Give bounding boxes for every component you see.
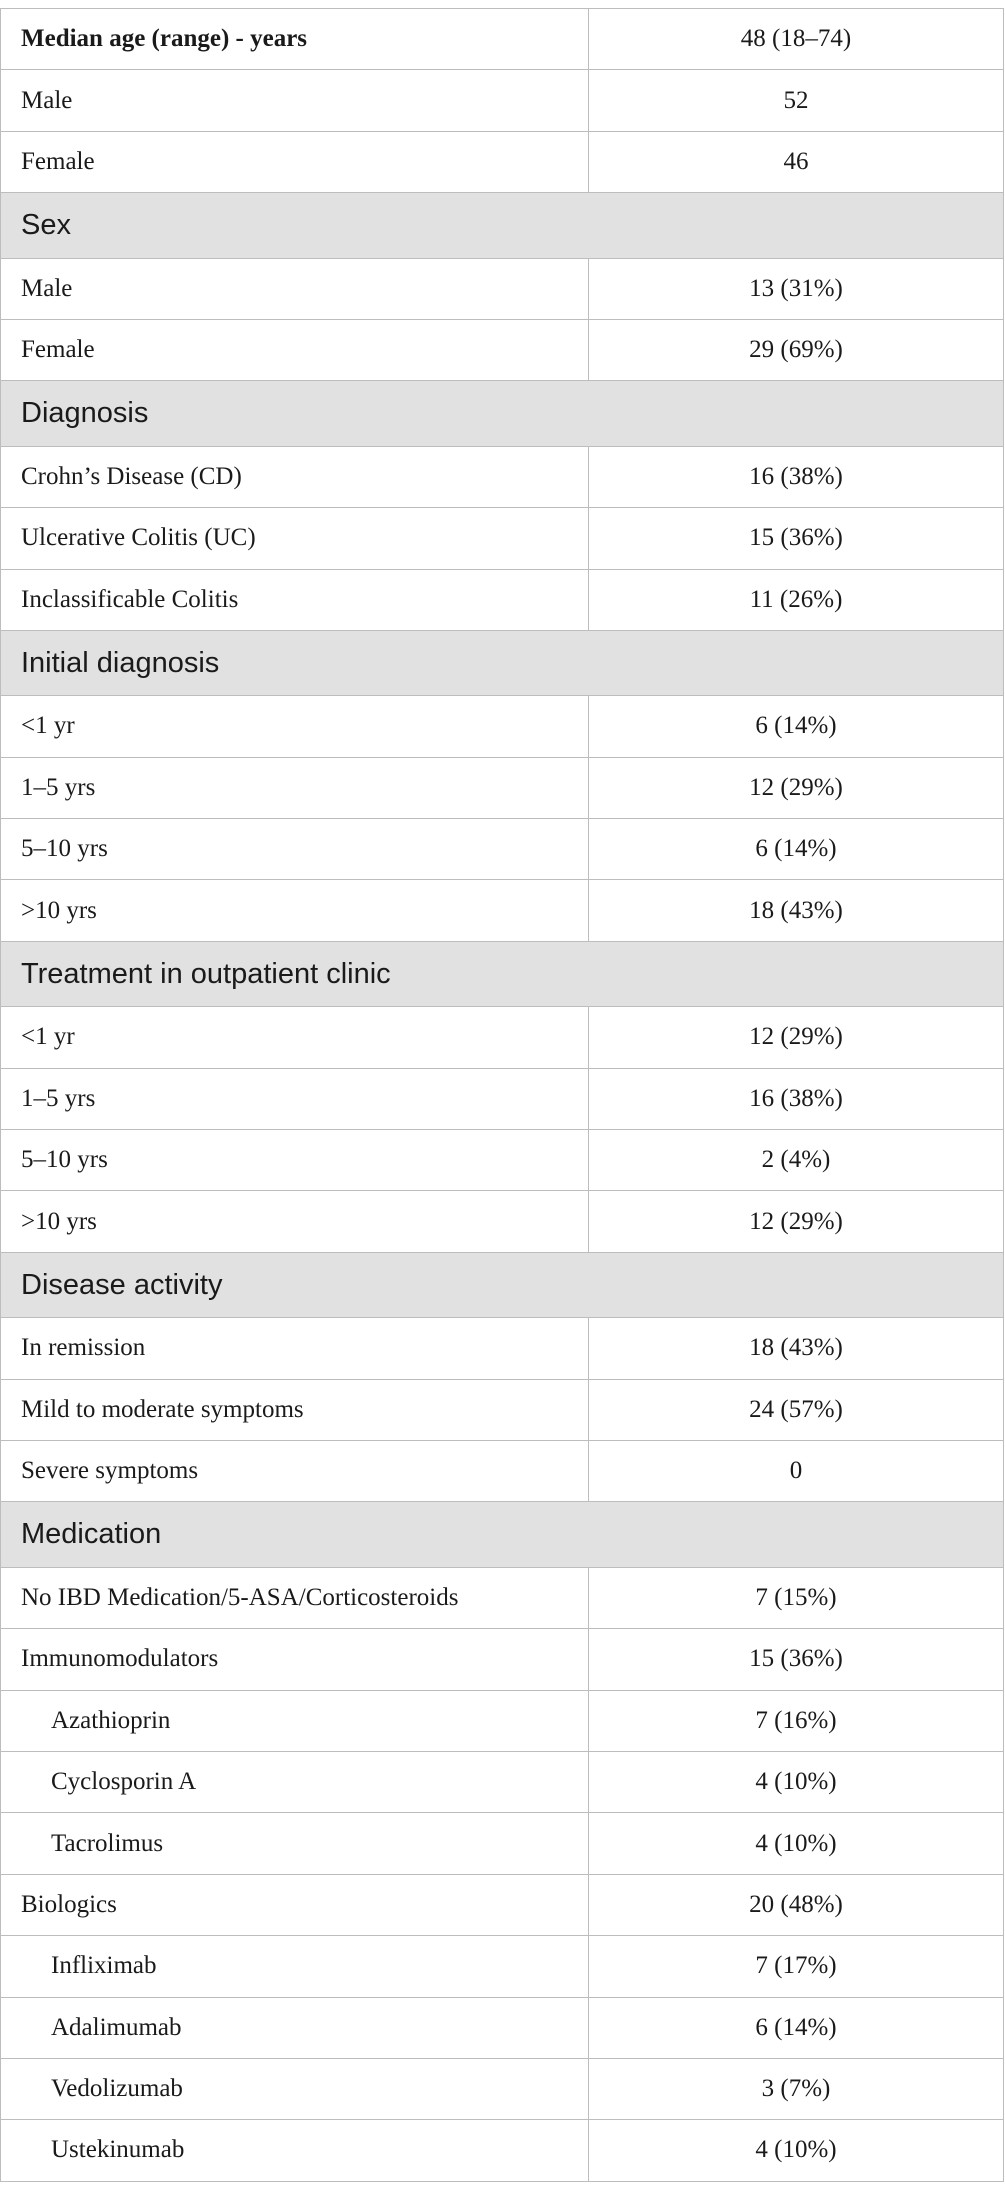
row-label: Adalimumab (1, 1997, 589, 2058)
row-label: Cyclosporin A (1, 1751, 589, 1812)
table-row (1, 131, 1004, 192)
row-label: 1–5 yrs (1, 757, 589, 818)
table-row (1, 1813, 1004, 1874)
section-header-label: Sex (1, 193, 1004, 258)
table-row (1, 1690, 1004, 1751)
row-value: 12 (29%) (589, 1191, 1004, 1252)
row-value: 16 (38%) (589, 1068, 1004, 1129)
row-value: 18 (43%) (589, 880, 1004, 941)
table-row (1, 1936, 1004, 1997)
row-label: Median age (range) - years (1, 9, 589, 70)
row-value: 16 (38%) (589, 446, 1004, 507)
row-label: 5–10 yrs (1, 1130, 589, 1191)
row-value: 4 (10%) (589, 1751, 1004, 1812)
row-value: 11 (26%) (589, 569, 1004, 630)
row-value: 0 (589, 1440, 1004, 1501)
row-value: 18 (43%) (589, 1318, 1004, 1379)
table-row (1, 696, 1004, 757)
row-label: Vedolizumab (1, 2058, 589, 2119)
row-value: 15 (36%) (589, 508, 1004, 569)
row-label: >10 yrs (1, 1191, 589, 1252)
row-label: 1–5 yrs (1, 1068, 589, 1129)
table-row (1, 1874, 1004, 1935)
row-label: Infliximab (1, 1936, 589, 1997)
row-value: 12 (29%) (589, 757, 1004, 818)
row-label: Azathioprin (1, 1690, 589, 1751)
table-row (1, 70, 1004, 131)
table-row (1, 319, 1004, 380)
row-value: 29 (69%) (589, 319, 1004, 380)
row-label: Male (1, 258, 589, 319)
row-label: Severe symptoms (1, 1440, 589, 1501)
table-row (1, 1440, 1004, 1501)
table-row (1, 1751, 1004, 1812)
row-label: Inclassificable Colitis (1, 569, 589, 630)
table-body (1, 9, 1004, 2182)
row-label: <1 yr (1, 696, 589, 757)
table-row (1, 2120, 1004, 2181)
table-row (1, 1191, 1004, 1252)
section-header-row (1, 381, 1004, 446)
section-header-label: Medication (1, 1502, 1004, 1567)
section-header-label: Treatment in outpatient clinic (1, 941, 1004, 1006)
section-header-row (1, 941, 1004, 1006)
section-header-label: Disease activity (1, 1252, 1004, 1317)
patient-characteristics-table (0, 8, 1004, 2182)
row-label: Crohn’s Disease (CD) (1, 446, 589, 507)
row-value: 7 (17%) (589, 1936, 1004, 1997)
table-row (1, 9, 1004, 70)
row-label: Ulcerative Colitis (UC) (1, 508, 589, 569)
row-label: Mild to moderate symptoms (1, 1379, 589, 1440)
row-value: 6 (14%) (589, 696, 1004, 757)
row-value: 3 (7%) (589, 2058, 1004, 2119)
table-row (1, 1567, 1004, 1628)
row-value: 7 (15%) (589, 1567, 1004, 1628)
row-value: 24 (57%) (589, 1379, 1004, 1440)
table-row (1, 2058, 1004, 2119)
section-header-row (1, 1252, 1004, 1317)
table-row (1, 1629, 1004, 1690)
table-row (1, 446, 1004, 507)
table-row (1, 258, 1004, 319)
row-value: 13 (31%) (589, 258, 1004, 319)
table-row (1, 1379, 1004, 1440)
row-label: Biologics (1, 1874, 589, 1935)
row-label: Tacrolimus (1, 1813, 589, 1874)
row-label: >10 yrs (1, 880, 589, 941)
row-value: 46 (589, 131, 1004, 192)
patient-characteristics-table-wrapper (0, 8, 1005, 2182)
table-row (1, 880, 1004, 941)
section-header-label: Diagnosis (1, 381, 1004, 446)
row-label: In remission (1, 1318, 589, 1379)
table-row (1, 1318, 1004, 1379)
table-row (1, 1007, 1004, 1068)
row-label: Immunomodulators (1, 1629, 589, 1690)
row-label: Female (1, 131, 589, 192)
section-header-row (1, 193, 1004, 258)
table-row (1, 1068, 1004, 1129)
row-label: Female (1, 319, 589, 380)
row-value: 52 (589, 70, 1004, 131)
row-value: 48 (18–74) (589, 9, 1004, 70)
section-header-label: Initial diagnosis (1, 630, 1004, 695)
row-value: 6 (14%) (589, 819, 1004, 880)
section-header-row (1, 1502, 1004, 1567)
table-row (1, 1130, 1004, 1191)
row-value: 7 (16%) (589, 1690, 1004, 1751)
row-value: 12 (29%) (589, 1007, 1004, 1068)
row-value: 15 (36%) (589, 1629, 1004, 1690)
row-label: No IBD Medication/5-ASA/Corticosteroids (1, 1567, 589, 1628)
row-value: 2 (4%) (589, 1130, 1004, 1191)
row-label: Male (1, 70, 589, 131)
table-row (1, 1997, 1004, 2058)
table-row (1, 569, 1004, 630)
table-row (1, 508, 1004, 569)
row-value: 4 (10%) (589, 1813, 1004, 1874)
row-value: 6 (14%) (589, 1997, 1004, 2058)
row-label: Ustekinumab (1, 2120, 589, 2181)
row-value: 4 (10%) (589, 2120, 1004, 2181)
row-value: 20 (48%) (589, 1874, 1004, 1935)
section-header-row (1, 630, 1004, 695)
table-row (1, 819, 1004, 880)
table-row (1, 757, 1004, 818)
row-label: 5–10 yrs (1, 819, 589, 880)
row-label: <1 yr (1, 1007, 589, 1068)
